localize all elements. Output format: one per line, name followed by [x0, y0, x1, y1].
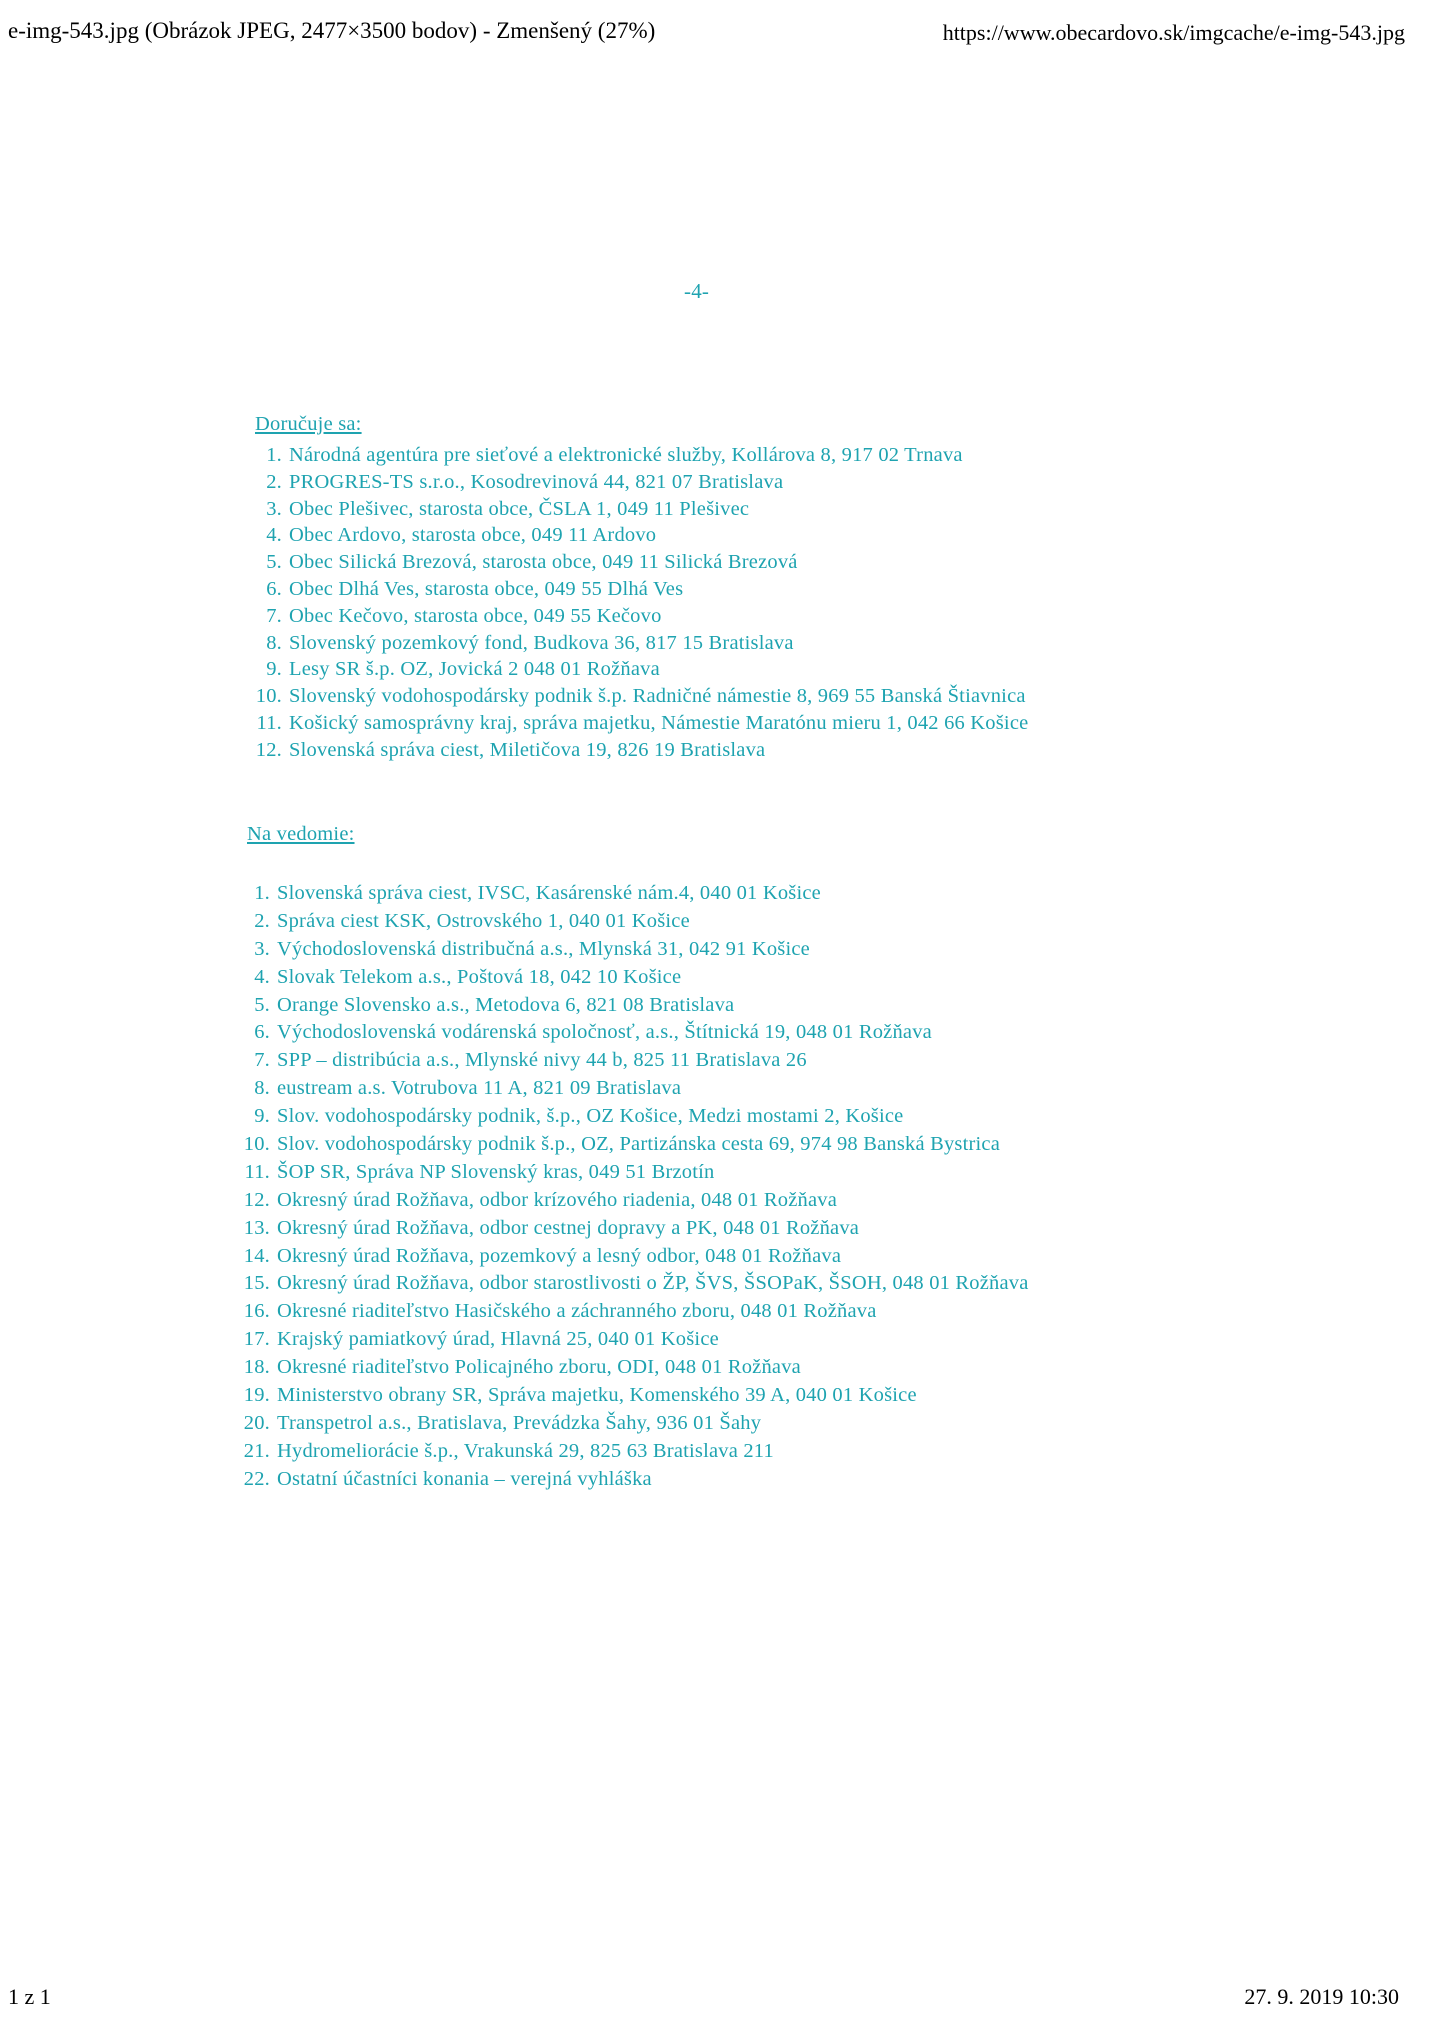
item-text: Obec Kečovo, starosta obce, 049 55 Kečovo [289, 604, 662, 627]
item-text: Okresný úrad Rožňava, odbor starostlivosti o ŽP, ŠVS, ŠSOPaK, ŠSOH, 048 01 Rožňava [277, 1272, 1029, 1295]
item-number: 21. [243, 1439, 270, 1462]
item-number: 3. [254, 937, 270, 960]
list-item [240, 1103, 1029, 1131]
item-number: 12. [255, 738, 282, 761]
list-item [252, 549, 1028, 576]
item-text: Obec Dlhá Ves, starosta obce, 049 55 Dlhá Ves [289, 577, 684, 600]
list-item [240, 1298, 1029, 1326]
item-text: Východoslovenská vodárenská spoločnosť, a.s., Štítnická 19, 048 01 Rožňava [277, 1021, 932, 1044]
item-text: Košický samosprávny kraj, správa majetku, Námestie Maratónu mieru 1, 042 66 Košice [289, 711, 1029, 734]
item-text: Ostatní účastníci konania – verejná vyhláška [277, 1467, 652, 1490]
list-item [240, 1159, 1029, 1187]
item-number: 6. [266, 577, 282, 600]
list-item [252, 656, 1028, 683]
item-number: 6. [254, 1021, 270, 1044]
item-text: Lesy SR š.p. OZ, Jovická 2 048 01 Rožňava [289, 658, 660, 681]
item-number: 15. [243, 1272, 270, 1295]
item-text: Okresný úrad Rožňava, odbor krízového riadenia, 048 01 Rožňava [277, 1188, 838, 1211]
item-number: 2. [254, 909, 270, 932]
item-text: Orange Slovensko a.s., Metodova 6, 821 08 Bratislava [277, 993, 735, 1016]
item-text: Východoslovenská distribučná a.s., Mlynská 31, 042 91 Košice [277, 937, 810, 960]
list-item [252, 737, 1028, 764]
item-number: 7. [254, 1049, 270, 1072]
item-number: 11. [244, 1160, 270, 1183]
item-text: Slovenská správa ciest, IVSC, Kasárenské nám.4, 040 01 Košice [277, 882, 821, 904]
item-text: Národná agentúra pre sieťové a elektronické služby, Kollárova 8, 917 02 Trnava [289, 444, 963, 466]
item-text: Slov. vodohospodársky podnik š.p., OZ, Partizánska cesta 69, 974 98 Banská Bystrica [277, 1133, 1000, 1156]
item-text: Slovenská správa ciest, Miletičova 19, 826 19 Bratislava [289, 738, 766, 761]
item-number: 5. [266, 551, 282, 574]
list-item [240, 1382, 1029, 1410]
item-number: 7. [266, 604, 282, 627]
list-item [240, 1187, 1029, 1215]
item-number: 14. [243, 1244, 270, 1267]
section-title-na-vedomie: Na vedomie: [247, 823, 355, 845]
item-number: 8. [254, 1077, 270, 1100]
list-item [252, 496, 1028, 523]
list-item [240, 936, 1029, 964]
item-number: 10. [243, 1133, 270, 1156]
browser-url: https://www.obecardovo.sk/imgcache/e-img-543.jpg [942, 20, 1405, 45]
list-item [240, 1215, 1029, 1243]
item-number: 1. [266, 444, 282, 466]
item-text: Okresný úrad Rožňava, odbor cestnej dopravy a PK, 048 01 Rožňava [277, 1216, 860, 1239]
item-text: eustream a.s. Votrubova 11 A, 821 09 Bratislava [277, 1077, 682, 1100]
item-number: 2. [266, 470, 282, 493]
item-text: Obec Plešivec, starosta obce, ČSLA 1, 049 11 Plešivec [289, 497, 750, 520]
item-text: Okresný úrad Rožňava, pozemkový a lesný odbor, 048 01 Rožňava [277, 1244, 842, 1267]
item-number: 19. [243, 1384, 270, 1407]
list-item [240, 908, 1029, 936]
item-number: 5. [254, 993, 270, 1016]
item-number: 12. [243, 1188, 270, 1211]
list-item [252, 710, 1028, 737]
item-text: Obec Ardovo, starosta obce, 049 11 Ardovo [289, 524, 657, 547]
list-item [240, 1270, 1029, 1298]
item-number: 20. [243, 1411, 270, 1434]
print-datetime: 27. 9. 2019 10:30 [1244, 1984, 1399, 2009]
item-number: 22. [243, 1467, 270, 1490]
item-number: 9. [266, 658, 282, 681]
list-item [240, 1047, 1029, 1075]
list-item [240, 880, 1029, 908]
list-item [252, 576, 1028, 603]
page-number: -4- [684, 279, 710, 303]
item-number: 8. [266, 631, 282, 654]
list-item [240, 1410, 1029, 1438]
item-number: 4. [254, 965, 270, 988]
item-text: Transpetrol a.s., Bratislava, Prevádzka Šahy, 936 01 Šahy [277, 1411, 762, 1434]
list-item [240, 992, 1029, 1020]
item-number: 11. [256, 711, 282, 734]
list-item [252, 603, 1028, 630]
item-text: Hydromeliorácie š.p., Vrakunská 29, 825 63 Bratislava 211 [277, 1439, 774, 1462]
list-item [252, 522, 1028, 549]
item-number: 10. [255, 685, 282, 708]
item-text: Ministerstvo obrany SR, Správa majetku, Komenského 39 A, 040 01 Košice [277, 1384, 917, 1407]
item-text: Slov. vodohospodársky podnik, š.p., OZ Košice, Medzi mostami 2, Košice [277, 1105, 904, 1128]
item-text: Slovenský vodohospodársky podnik š.p. Radničné námestie 8, 969 55 Banská Štiavnica [289, 685, 1026, 708]
browser-title: e-img-543.jpg (Obrázok JPEG, 2477×3500 bodov) - Zmenšený (27%) [8, 18, 656, 43]
list-item [252, 683, 1028, 710]
item-number: 16. [243, 1300, 270, 1323]
item-text: Krajský pamiatkový úrad, Hlavná 25, 040 01 Košice [277, 1328, 719, 1351]
list-item [240, 1466, 1029, 1494]
item-number: 4. [266, 524, 282, 547]
list-item [240, 1354, 1029, 1382]
cc-list [240, 880, 1029, 1494]
list-item [240, 1438, 1029, 1466]
item-text: Obec Silická Brezová, starosta obce, 049 11 Silická Brezová [289, 551, 798, 574]
list-item [252, 442, 1028, 469]
item-text: Správa ciest KSK, Ostrovského 1, 040 01 Košice [277, 909, 690, 932]
section-title-dorucuje: Doručuje sa: [255, 413, 362, 435]
list-item [240, 1243, 1029, 1271]
page-count: 1 z 1 [8, 1984, 51, 2009]
list-item [240, 1019, 1029, 1047]
item-number: 1. [254, 882, 270, 904]
list-item [240, 1326, 1029, 1354]
item-text: Okresné riaditeľstvo Policajného zboru, ODI, 048 01 Rožňava [277, 1356, 801, 1379]
list-item [240, 964, 1029, 992]
item-text: SPP – distribúcia a.s., Mlynské nivy 44 b, 825 11 Bratislava 26 [277, 1049, 807, 1072]
recipient-list [252, 442, 1028, 764]
item-number: 17. [243, 1328, 270, 1351]
item-number: 3. [266, 497, 282, 520]
item-number: 9. [254, 1105, 270, 1128]
item-number: 18. [243, 1356, 270, 1379]
item-text: PROGRES-TS s.r.o., Kosodrevinová 44, 821 07 Bratislava [289, 470, 784, 493]
list-item [252, 469, 1028, 496]
item-number: 13. [243, 1216, 270, 1239]
item-text: Slovenský pozemkový fond, Budkova 36, 817 15 Bratislava [289, 631, 794, 654]
list-item [240, 1131, 1029, 1159]
item-text: Slovak Telekom a.s., Poštová 18, 042 10 Košice [277, 965, 682, 988]
list-item [240, 1075, 1029, 1103]
item-text: Okresné riaditeľstvo Hasičského a záchranného zboru, 048 01 Rožňava [277, 1300, 877, 1323]
item-text: ŠOP SR, Správa NP Slovenský kras, 049 51 Brzotín [277, 1160, 715, 1183]
list-item [252, 630, 1028, 657]
